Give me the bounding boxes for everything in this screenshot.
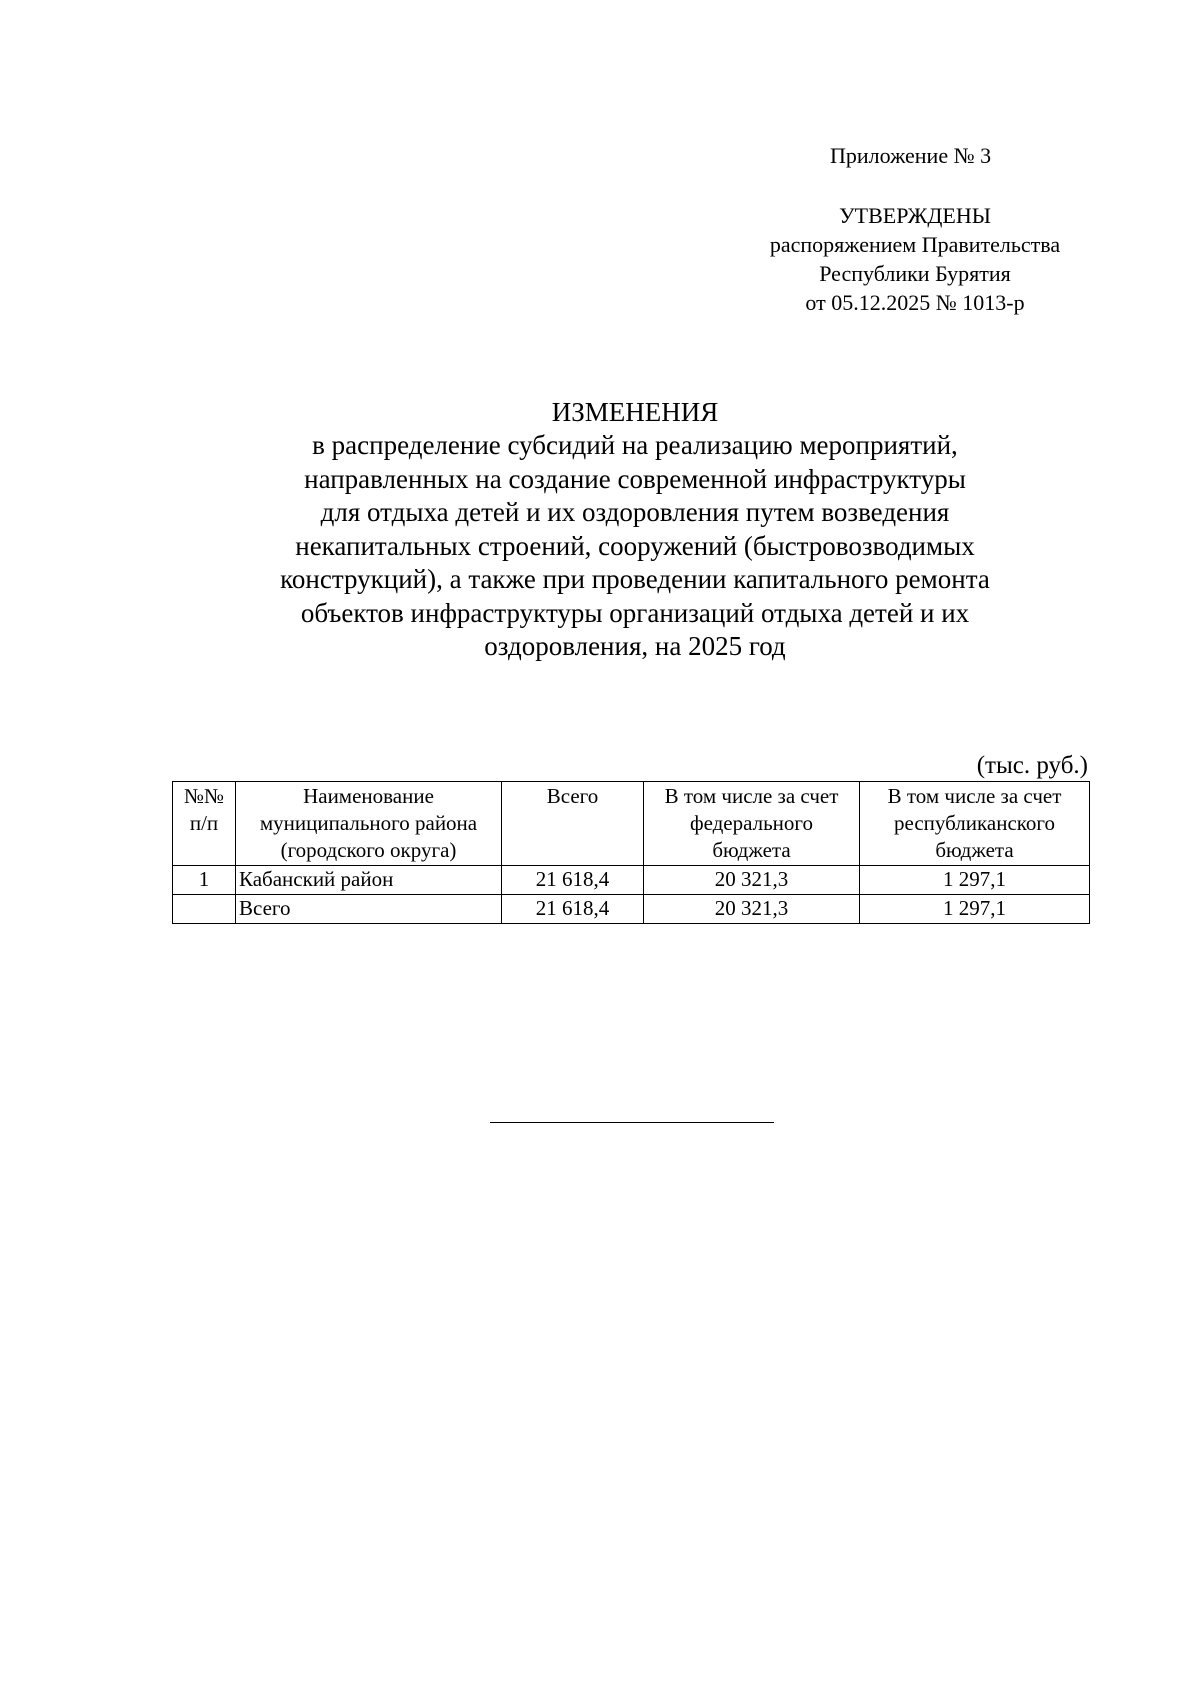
cell-number: 1 [173, 866, 236, 895]
cell-district-name: Всего [236, 895, 502, 924]
header-text: федерального [689, 811, 814, 835]
header-text: В том числе за счет [664, 784, 839, 808]
cell-district-name: Кабанский район [236, 866, 502, 895]
table-total-row [173, 895, 1090, 924]
end-separator-line [490, 1122, 774, 1123]
subtitle-line: некапитальных строений, сооружений (быстровозводимых [295, 530, 975, 561]
units-label: (тыс. руб.) [976, 752, 1088, 779]
cell-number [173, 895, 236, 924]
cell-federal: 20 321,3 [644, 866, 860, 895]
appendix-label: Приложение № 3 [830, 143, 992, 168]
approval-line: УТВЕРЖДЕНЫ [839, 203, 991, 228]
table-row [173, 866, 1090, 895]
header-text: В том числе за счет [887, 784, 1062, 808]
cell-total: 21 618,4 [502, 866, 644, 895]
header-text: п/п [189, 811, 219, 835]
approval-line: Республики Бурятия [819, 261, 1011, 286]
header-text: муниципального района [259, 811, 478, 835]
approval-date-number: от 05.12.2025 № 1013-р [805, 290, 1025, 315]
subtitle-line: в распределение субсидий на реализацию мероприятий, [312, 430, 958, 460]
header-number [173, 782, 236, 866]
header-federal [644, 782, 860, 866]
header-republic [860, 782, 1090, 866]
subtitle-line: объектов инфраструктуры организаций отдыха детей и их [300, 597, 970, 628]
subtitle-line: направленных на создание современной инфраструктуры [304, 463, 966, 494]
subtitle-line: для отдыха детей и их оздоровления путем возведения [320, 497, 950, 527]
header-text: бюджета [712, 838, 791, 862]
header-district-name [236, 782, 502, 866]
header-text: бюджета [935, 838, 1014, 862]
header-text: Наименование [303, 784, 434, 808]
table-header-row [173, 782, 1090, 866]
subtitle-line: оздоровления, на 2025 год [484, 631, 786, 661]
document-heading [200, 395, 1070, 664]
approval-line: распоряжением Правительства [769, 232, 1061, 257]
approval-block [745, 201, 1085, 317]
cell-federal: 20 321,3 [644, 895, 860, 924]
cell-republic: 1 297,1 [860, 866, 1090, 895]
header-text: республиканского [894, 811, 1055, 835]
cell-total: 21 618,4 [502, 895, 644, 924]
cell-republic: 1 297,1 [860, 895, 1090, 924]
document-title: ИЗМЕНЕНИЯ [551, 397, 719, 427]
subsidy-table [172, 781, 1090, 924]
header-total [502, 782, 644, 866]
subtitle-line: конструкций), а также при проведении капитального ремонта [280, 564, 990, 594]
header-text: №№ [183, 784, 225, 808]
document-subtitle [200, 429, 1070, 664]
header-text: Всего [546, 784, 599, 808]
header-text: (городского округа) [280, 838, 457, 862]
